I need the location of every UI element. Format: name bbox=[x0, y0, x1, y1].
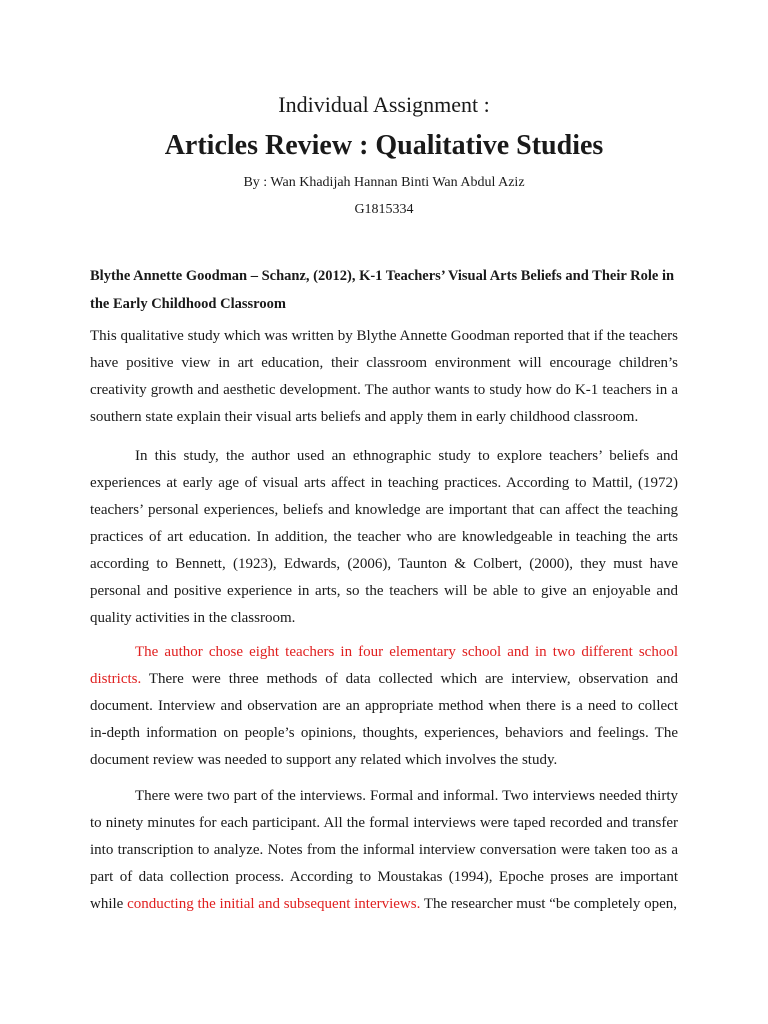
highlighted-phrase: conducting the initial and subsequent interviews. bbox=[127, 896, 421, 912]
paragraph-3 bbox=[90, 639, 678, 774]
paragraph-1: This qualitative study which was written by Blythe Annette Goodman reported that if the teachers have positive view in art education, their classroom environment will encourage children’s creativity growth and aesthetic development. The author wants to study how do K-1 teachers in a southern state explain their visual arts beliefs and apply them in early childhood classroom. bbox=[90, 328, 678, 425]
paragraph-4 bbox=[90, 783, 678, 918]
document-title: Articles Review : Qualitative Studies bbox=[164, 130, 604, 161]
paragraph-3-text: There were three methods of data collected which are interview, observation and document. Interview and observation are an appropriate method when there is a need to collect in-depth information on people’s opinions, thoughts, experiences, behaviors and feelings. The document review was needed to support any related which involves the study. bbox=[90, 671, 678, 768]
assignment-subtitle: Individual Assignment : bbox=[278, 92, 490, 117]
article-citation: Blythe Annette Goodman – Schanz, (2012), K-1 Teachers’ Visual Arts Beliefs and Their Role in the Early Childhood Classroom bbox=[90, 268, 675, 312]
student-id: G1815334 bbox=[354, 202, 414, 217]
paragraph-4-tail: The researcher must “be completely open, bbox=[420, 896, 678, 912]
paragraph-2: In this study, the author used an ethnographic study to explore teachers’ beliefs and experiences at early age of visual arts affect in teaching practices. According to Mattil, (1972) teachers’ personal experiences, beliefs and knowledge are important that can affect the teaching practices of art education. In addition, the teacher who are knowledgeable in teaching the arts according to Bennett, (1923), Edwards, (2006), Taunton & Colbert, (2000), they must have personal and positive experience in arts, so the teachers will be able to give an enjoyable and quality activities in the classroom. bbox=[90, 448, 678, 626]
author-line: By : Wan Khadijah Hannan Binti Wan Abdul Aziz bbox=[243, 175, 525, 190]
paragraph-4-text: There were two part of the interviews. Formal and informal. Two interviews needed thirty to ninety minutes for each participant. All the formal interviews were taped recorded and transfer into transcription to analyze. Notes from the informal interview conversation were taken too as a part of data collection process. According to Moustakas (1994), Epoche proses are important while bbox=[90, 788, 678, 912]
highlighted-sentence: The author chose eight teachers in four elementary school and in two different school districts. bbox=[90, 644, 678, 687]
